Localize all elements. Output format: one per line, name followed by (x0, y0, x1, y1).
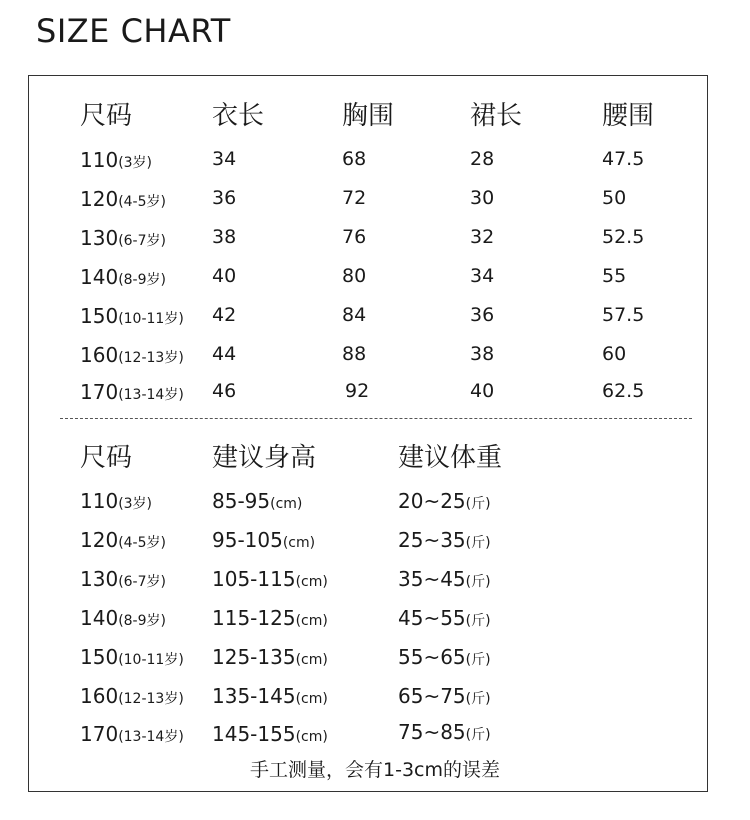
height-range: 135-145 (212, 684, 296, 708)
measurement-value: 60 (602, 343, 627, 365)
size-cell (80, 228, 166, 248)
measurement-value: 28 (470, 148, 495, 170)
measurement-value: 38 (212, 226, 237, 248)
suggested-height-cell (212, 724, 328, 744)
suggested-height-cell (212, 491, 302, 511)
size-cell (80, 724, 184, 744)
measurement-value: 34 (212, 148, 237, 170)
size-cell (80, 530, 166, 550)
column-header: 裙长 (470, 101, 523, 131)
age-range: (10-11岁) (118, 652, 184, 668)
measurement-value: 30 (470, 187, 495, 209)
measurement-value: 40 (212, 265, 237, 287)
age-range: (4-5岁) (118, 535, 166, 551)
weight-unit: (斤) (465, 574, 491, 590)
size-cell (80, 150, 152, 170)
weight-range: 55~65 (398, 645, 466, 669)
height-range: 105-115 (212, 567, 296, 591)
size-value: 120 (80, 187, 119, 211)
column-header: 建议体重 (398, 443, 503, 473)
weight-range: 20~25 (398, 489, 466, 513)
size-value: 170 (80, 722, 119, 746)
height-range: 95-105 (212, 528, 283, 552)
size-value: 170 (80, 380, 119, 404)
suggested-weight-cell (398, 722, 491, 742)
suggested-weight-cell (398, 647, 491, 667)
measurement-value: 44 (212, 343, 237, 365)
weight-unit: (斤) (465, 727, 491, 743)
size-cell (80, 491, 152, 511)
measurement-value: 68 (342, 148, 367, 170)
age-range: (4-5岁) (118, 194, 166, 210)
weight-unit: (斤) (465, 496, 491, 512)
age-range: (12-13岁) (118, 350, 184, 366)
age-range: (8-9岁) (118, 272, 166, 288)
age-range: (8-9岁) (118, 613, 166, 629)
weight-range: 25~35 (398, 528, 466, 552)
suggested-height-cell (212, 530, 315, 550)
size-value: 140 (80, 606, 119, 630)
suggested-height-cell (212, 686, 328, 706)
height-unit: (cm) (295, 691, 328, 707)
measurement-value: 36 (470, 304, 495, 326)
size-cell (80, 608, 166, 628)
measurement-value: 38 (470, 343, 495, 365)
height-range: 85-95 (212, 489, 271, 513)
suggested-height-cell (212, 647, 328, 667)
measurement-note: 手工测量，会有1-3cm的误差 (250, 759, 500, 781)
size-cell (80, 189, 166, 209)
column-header: 建议身高 (212, 443, 317, 473)
measurement-value: 72 (342, 187, 367, 209)
suggested-height-cell (212, 569, 328, 589)
page-title: SIZE CHART (36, 12, 231, 50)
measurement-value: 46 (212, 380, 237, 402)
measurement-value: 40 (470, 380, 495, 402)
measurement-value: 88 (342, 343, 367, 365)
weight-range: 35~45 (398, 567, 466, 591)
size-cell (80, 647, 184, 667)
size-value: 140 (80, 265, 119, 289)
size-value: 130 (80, 567, 119, 591)
measurement-value: 36 (212, 187, 237, 209)
measurement-value: 32 (470, 226, 495, 248)
age-range: (6-7岁) (118, 574, 166, 590)
size-value: 110 (80, 489, 119, 513)
size-value: 120 (80, 528, 119, 552)
measurement-value: 84 (342, 304, 367, 326)
size-cell (80, 686, 184, 706)
age-range: (12-13岁) (118, 691, 184, 707)
measurement-value: 76 (342, 226, 367, 248)
measurement-value: 57.5 (602, 304, 645, 326)
suggested-weight-cell (398, 569, 491, 589)
age-range: (3岁) (118, 496, 153, 512)
height-range: 145-155 (212, 722, 296, 746)
suggested-weight-cell (398, 686, 491, 706)
age-range: (6-7岁) (118, 233, 166, 249)
height-unit: (cm) (295, 729, 328, 745)
weight-unit: (斤) (465, 691, 491, 707)
height-unit: (cm) (295, 574, 328, 590)
height-unit: (cm) (295, 652, 328, 668)
age-range: (13-14岁) (118, 387, 184, 403)
suggested-weight-cell (398, 608, 491, 628)
height-unit: (cm) (295, 613, 328, 629)
section-divider (60, 418, 692, 419)
column-header: 腰围 (602, 101, 655, 131)
size-cell (80, 345, 184, 365)
age-range: (3岁) (118, 155, 153, 171)
size-value: 150 (80, 645, 119, 669)
measurement-value: 62.5 (602, 380, 645, 402)
size-value: 110 (80, 148, 119, 172)
measurement-value: 92 (345, 380, 370, 402)
suggested-weight-cell (398, 530, 491, 550)
height-range: 125-135 (212, 645, 296, 669)
size-cell (80, 306, 184, 326)
size-value: 150 (80, 304, 119, 328)
measurement-value: 80 (342, 265, 367, 287)
column-header: 尺码 (80, 443, 133, 473)
size-value: 160 (80, 684, 119, 708)
measurement-value: 34 (470, 265, 495, 287)
weight-range: 65~75 (398, 684, 466, 708)
column-header: 尺码 (80, 101, 133, 131)
size-cell (80, 267, 166, 287)
weight-unit: (斤) (465, 613, 491, 629)
measurement-value: 42 (212, 304, 237, 326)
size-cell (80, 569, 166, 589)
suggested-weight-cell (398, 491, 491, 511)
weight-range: 75~85 (398, 720, 466, 744)
column-header: 胸围 (342, 101, 395, 131)
size-cell (80, 382, 184, 402)
height-unit: (cm) (282, 535, 316, 551)
size-value: 160 (80, 343, 119, 367)
age-range: (13-14岁) (118, 729, 184, 745)
suggested-height-cell (212, 608, 328, 628)
measurement-value: 50 (602, 187, 627, 209)
size-value: 130 (80, 226, 119, 250)
weight-unit: (斤) (465, 652, 491, 668)
height-unit: (cm) (270, 496, 303, 512)
height-range: 115-125 (212, 606, 296, 630)
weight-unit: (斤) (465, 535, 491, 551)
measurement-value: 52.5 (602, 226, 645, 248)
column-header: 衣长 (212, 101, 265, 131)
size-chart-frame (28, 75, 708, 792)
age-range: (10-11岁) (118, 311, 184, 327)
measurement-value: 55 (602, 265, 627, 287)
weight-range: 45~55 (398, 606, 466, 630)
measurement-value: 47.5 (602, 148, 645, 170)
